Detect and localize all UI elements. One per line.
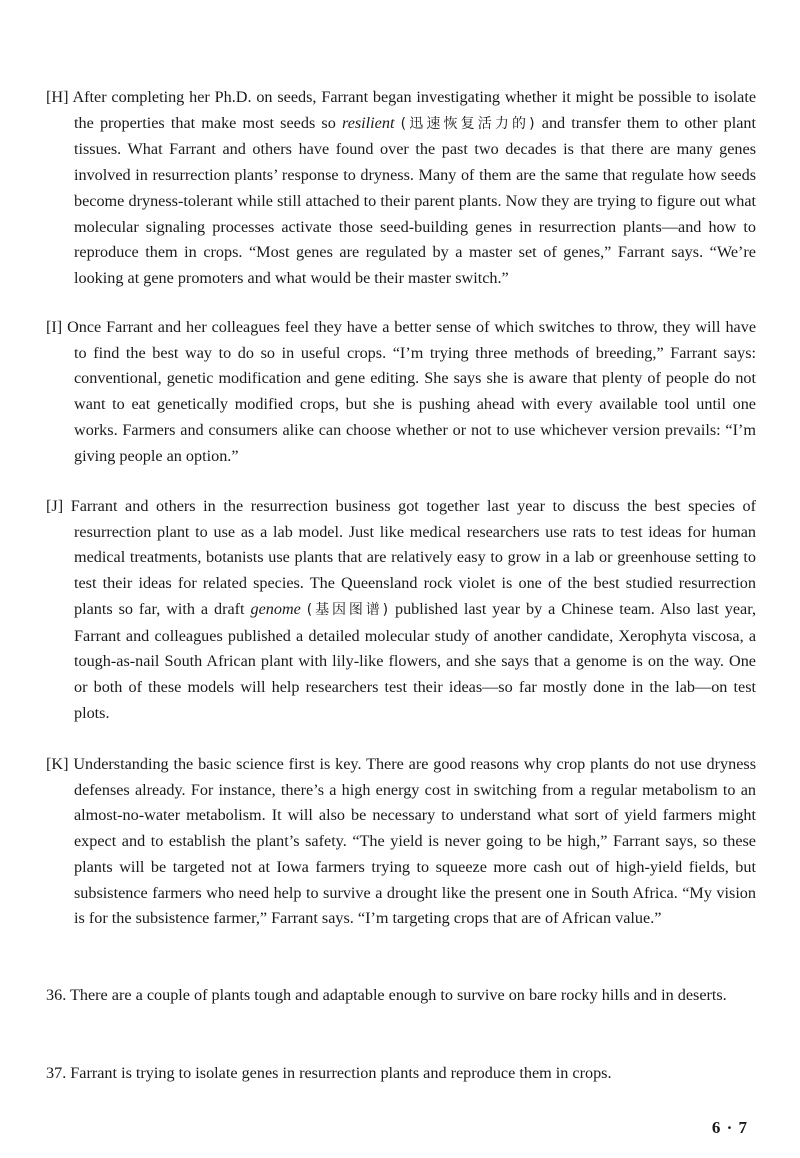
paragraph-text: After completing her Ph.D. on seeds, Farrant began investigating whether it might be possible to isolate the properties that make most seeds so bbox=[72, 88, 757, 132]
question-text: There are a couple of plants tough and adaptable enough to survive on bare rocky hills and in deserts. bbox=[70, 986, 727, 1004]
page-number: 6 · 7 bbox=[711, 1118, 748, 1137]
paragraph-text: Farrant and others in the resurrection business got together last year to discuss the best species of resurrection plant to use as a lab model. Just like medical researchers use rats to test ideas for human medical treatments, botanists use plants that are relatively easy to grow in a lab or greenhouse setting to test their ideas for related species. The Queensland rock violet is one of the best studied resurrection plants so far, with a draft bbox=[70, 497, 757, 618]
glossed-term: genome bbox=[250, 599, 301, 618]
paragraph-marker: [J] bbox=[46, 497, 64, 515]
question-37 bbox=[46, 1061, 756, 1087]
chinese-gloss: (迅速恢复活力的) bbox=[400, 115, 536, 132]
glossed-term: resilient bbox=[342, 113, 395, 132]
paragraph-i bbox=[46, 315, 756, 469]
question-36 bbox=[46, 983, 756, 1009]
paragraph-k bbox=[46, 752, 756, 932]
paragraph-j bbox=[46, 494, 756, 726]
paragraph-marker: [I] bbox=[46, 318, 63, 336]
chinese-gloss: (基因图谱) bbox=[306, 601, 390, 618]
question-number: 37. bbox=[46, 1064, 67, 1082]
paragraph-text: Once Farrant and her colleagues feel they have a better sense of which switches to throw, they will have to find the best way to do so in useful crops. “I’m trying three methods of breeding,” Farrant says: conventional, genetic modification and gene editing. She says she is aware that plenty of people do not want to eat genetically modified crops, but she is pushing ahead with every available tool until one works. Farmers and consumers alike can choose whether or not to use whichever version prevails: “I’m giving people an option.” bbox=[67, 318, 756, 465]
paragraph-text: published last year by a Chinese team. Also last year, Farrant and colleagues published a detailed molecular study of another candidate, Xerophyta viscosa, a tough-as-nail South African plant with lily-like flowers, and she says that a genome is on the way. One or both of these models will help researchers test their ideas—so far mostly done in the lab—on test plots. bbox=[74, 599, 756, 722]
paragraph-marker: [K] bbox=[46, 755, 69, 773]
paragraph-marker: [H] bbox=[46, 88, 69, 106]
question-number: 36. bbox=[46, 986, 67, 1004]
paragraph-text: Understanding the basic science first is key. There are good reasons why crop plants do not use dryness defenses already. For instance, there’s a high energy cost in switching from a regular metabolism to an almost-no-water metabolism. It will also be necessary to understand what sort of yield farmers might expect and to establish the plant’s safety. “The yield is never going to be high,” Farrant says, so these plants will be targeted not at Iowa farmers trying to squeeze more cash out of high-yield fields, but subsistence farmers who need help to survive a drought like the present one in South Africa. “My vision is for the subsistence farmer,” Farrant says. “I’m targeting crops that are of African value.” bbox=[73, 755, 757, 928]
paragraph-text: and transfer them to other plant tissues. What Farrant and others have found over the past two decades is that there are many genes involved in resurrection plants’ response to dryness. Many of them are the same that regulate how seeds become dryness-tolerant while still attached to their parent plants. Now they are trying to figure out what molecular signaling processes activate those seed-building genes in resurrection plants—and how to reproduce them in crops. “Most genes are regulated by a master set of genes,” Farrant says. “We’re looking at gene promoters and what would be their master switch.” bbox=[74, 113, 757, 287]
question-text: Farrant is trying to isolate genes in resurrection plants and reproduce them in crops. bbox=[70, 1064, 612, 1082]
paragraph-h bbox=[46, 85, 756, 292]
